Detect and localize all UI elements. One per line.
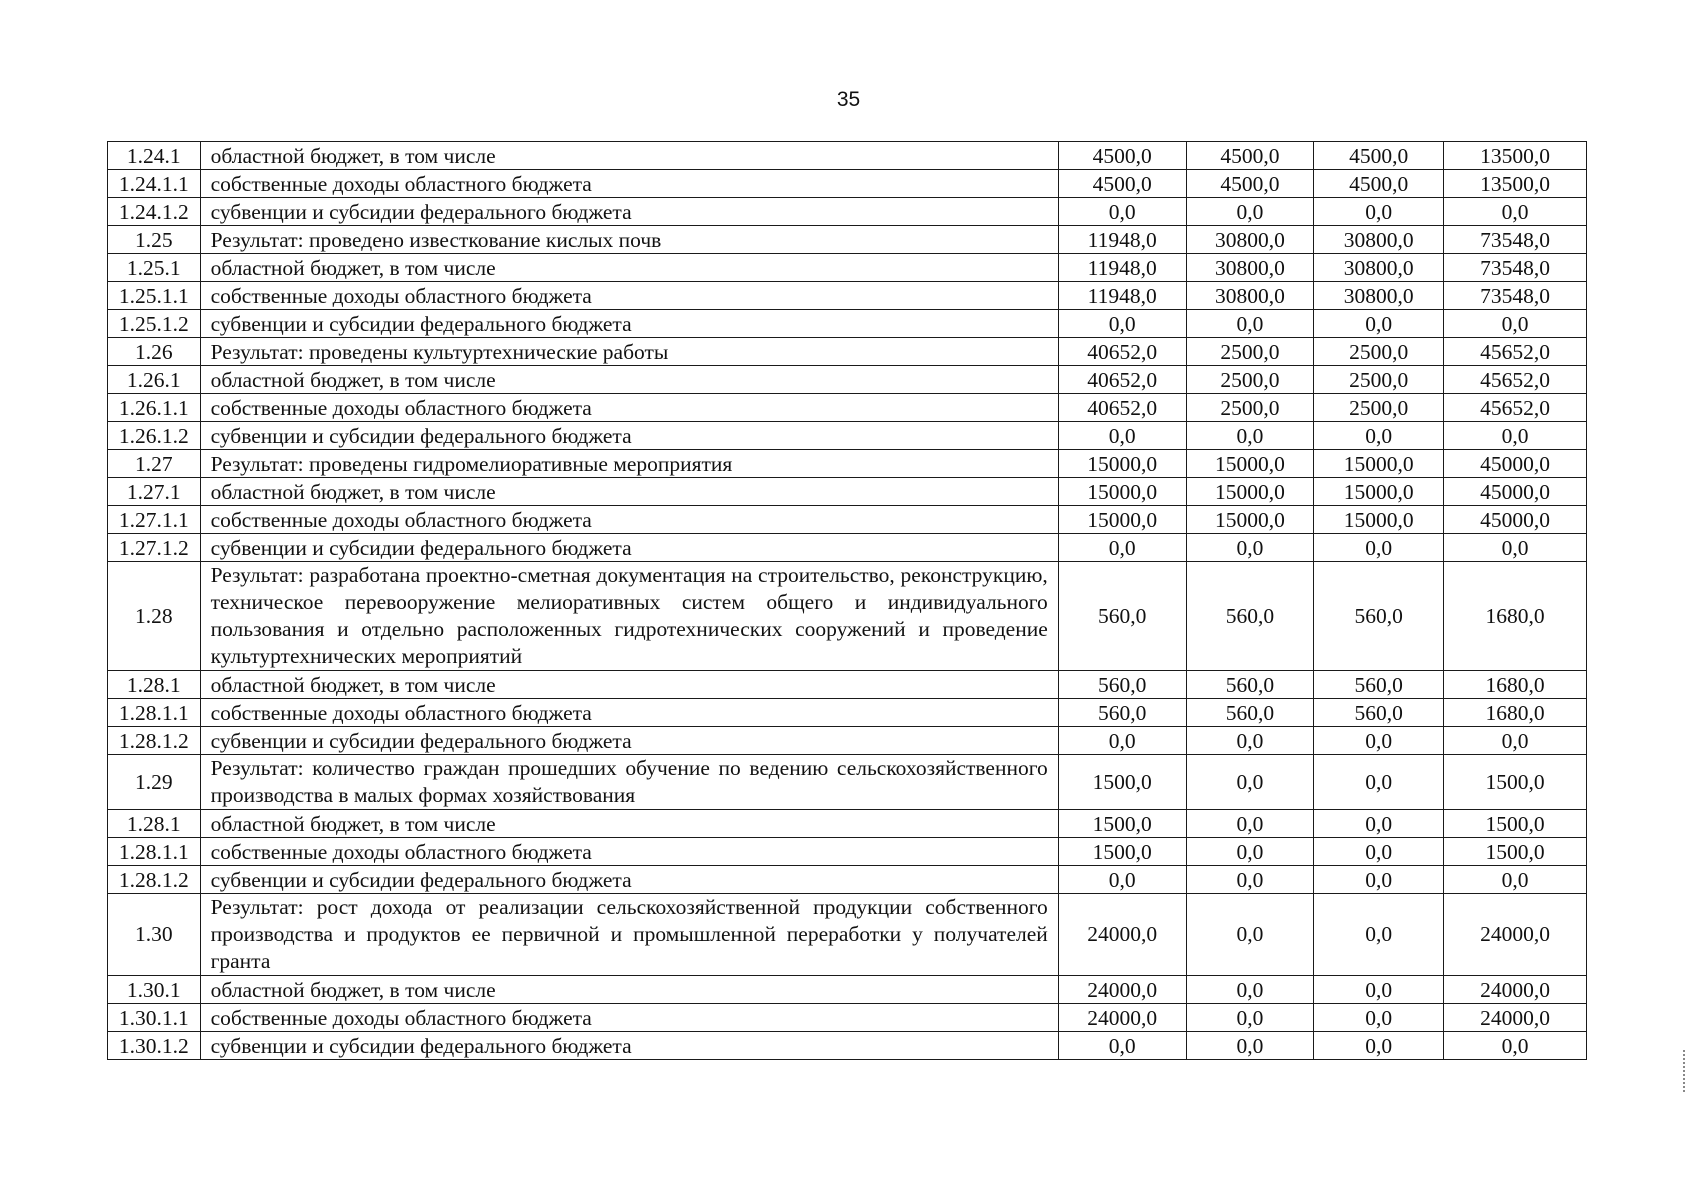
table-row	[108, 562, 1587, 671]
total-value-cell: 0,0	[1444, 310, 1587, 338]
row-name-cell: Результат: количество граждан прошедших обучение по ведению сельскохозяйственного производства в малых формах хозяйствования	[200, 755, 1058, 810]
total-value-cell: 0,0	[1444, 198, 1587, 226]
value-cell-1: 40652,0	[1058, 366, 1186, 394]
total-value-cell: 45652,0	[1444, 366, 1587, 394]
value-cell-2: 0,0	[1186, 727, 1314, 755]
value-cell-1: 1500,0	[1058, 810, 1186, 838]
value-cell-3: 30800,0	[1314, 226, 1444, 254]
table-row	[108, 282, 1587, 310]
value-cell-3: 0,0	[1314, 534, 1444, 562]
row-number-cell: 1.28.1.1	[108, 838, 201, 866]
row-number-cell: 1.28.1.1	[108, 699, 201, 727]
row-number-cell: 1.25.1.2	[108, 310, 201, 338]
value-cell-3: 560,0	[1314, 562, 1444, 671]
budget-table	[107, 141, 1587, 1060]
table-row	[108, 394, 1587, 422]
row-name-cell: субвенции и субсидии федерального бюджета	[200, 866, 1058, 894]
page-number: 35	[836, 88, 861, 111]
value-cell-3: 4500,0	[1314, 142, 1444, 170]
value-cell-1: 40652,0	[1058, 394, 1186, 422]
total-value-cell: 73548,0	[1444, 254, 1587, 282]
value-cell-2: 15000,0	[1186, 478, 1314, 506]
table-row	[108, 170, 1587, 198]
total-value-cell: 73548,0	[1444, 226, 1587, 254]
value-cell-3: 30800,0	[1314, 254, 1444, 282]
value-cell-2: 30800,0	[1186, 254, 1314, 282]
value-cell-2: 4500,0	[1186, 170, 1314, 198]
value-cell-2: 4500,0	[1186, 142, 1314, 170]
value-cell-2: 15000,0	[1186, 450, 1314, 478]
value-cell-3: 0,0	[1314, 310, 1444, 338]
total-value-cell: 1680,0	[1444, 562, 1587, 671]
value-cell-3: 0,0	[1314, 755, 1444, 810]
value-cell-3: 0,0	[1314, 198, 1444, 226]
total-value-cell: 45000,0	[1444, 450, 1587, 478]
value-cell-2: 560,0	[1186, 562, 1314, 671]
value-cell-1: 0,0	[1058, 198, 1186, 226]
total-value-cell: 45652,0	[1444, 338, 1587, 366]
total-value-cell: 13500,0	[1444, 142, 1587, 170]
row-name-cell: областной бюджет, в том числе	[200, 366, 1058, 394]
value-cell-2: 0,0	[1186, 310, 1314, 338]
table-row	[108, 450, 1587, 478]
row-name-cell: собственные доходы областного бюджета	[200, 699, 1058, 727]
row-name-cell: Результат: проведены гидромелиоративные мероприятия	[200, 450, 1058, 478]
row-number-cell: 1.30.1.2	[108, 1032, 201, 1060]
value-cell-3: 0,0	[1314, 422, 1444, 450]
row-name-cell: субвенции и субсидии федерального бюджета	[200, 198, 1058, 226]
table-row	[108, 422, 1587, 450]
value-cell-2: 560,0	[1186, 671, 1314, 699]
value-cell-1: 560,0	[1058, 671, 1186, 699]
value-cell-3: 0,0	[1314, 727, 1444, 755]
row-name-cell: субвенции и субсидии федерального бюджета	[200, 1032, 1058, 1060]
row-number-cell: 1.27.1	[108, 478, 201, 506]
total-value-cell: 45000,0	[1444, 506, 1587, 534]
row-number-cell: 1.26.1.2	[108, 422, 201, 450]
total-value-cell: 1680,0	[1444, 671, 1587, 699]
row-number-cell: 1.26	[108, 338, 201, 366]
value-cell-1: 15000,0	[1058, 506, 1186, 534]
value-cell-1: 40652,0	[1058, 338, 1186, 366]
row-name-cell: субвенции и субсидии федерального бюджета	[200, 534, 1058, 562]
total-value-cell: 73548,0	[1444, 282, 1587, 310]
value-cell-2: 0,0	[1186, 534, 1314, 562]
table-row	[108, 810, 1587, 838]
row-name-cell: областной бюджет, в том числе	[200, 976, 1058, 1004]
total-value-cell: 13500,0	[1444, 170, 1587, 198]
value-cell-3: 0,0	[1314, 866, 1444, 894]
value-cell-2: 0,0	[1186, 1032, 1314, 1060]
value-cell-1: 0,0	[1058, 310, 1186, 338]
value-cell-1: 24000,0	[1058, 1004, 1186, 1032]
value-cell-1: 11948,0	[1058, 282, 1186, 310]
value-cell-3: 30800,0	[1314, 282, 1444, 310]
value-cell-1: 24000,0	[1058, 976, 1186, 1004]
table-row	[108, 254, 1587, 282]
value-cell-2: 2500,0	[1186, 394, 1314, 422]
table-row	[108, 198, 1587, 226]
table-row	[108, 478, 1587, 506]
row-name-cell: субвенции и субсидии федерального бюджета	[200, 422, 1058, 450]
value-cell-2: 560,0	[1186, 699, 1314, 727]
value-cell-2: 0,0	[1186, 198, 1314, 226]
table-row	[108, 671, 1587, 699]
total-value-cell: 1500,0	[1444, 755, 1587, 810]
table-row	[108, 894, 1587, 976]
value-cell-1: 4500,0	[1058, 142, 1186, 170]
value-cell-1: 15000,0	[1058, 478, 1186, 506]
row-number-cell: 1.29	[108, 755, 201, 810]
table-row	[108, 727, 1587, 755]
value-cell-2: 0,0	[1186, 894, 1314, 976]
row-number-cell: 1.25	[108, 226, 201, 254]
table-row	[108, 699, 1587, 727]
row-number-cell: 1.28.1	[108, 810, 201, 838]
row-name-cell: собственные доходы областного бюджета	[200, 1004, 1058, 1032]
total-value-cell: 0,0	[1444, 866, 1587, 894]
value-cell-3: 2500,0	[1314, 338, 1444, 366]
value-cell-1: 15000,0	[1058, 450, 1186, 478]
value-cell-2: 30800,0	[1186, 226, 1314, 254]
value-cell-3: 0,0	[1314, 1004, 1444, 1032]
value-cell-3: 0,0	[1314, 838, 1444, 866]
row-name-cell: Результат: разработана проектно-сметная документация на строительство, реконструкцию, техническое перевооружение мелиоративных систем общего и индивидуального пользования и отдельно расположенных гидротехнических сооружений и проведение культуртехнических мероприятий	[200, 562, 1058, 671]
row-name-cell: собственные доходы областного бюджета	[200, 282, 1058, 310]
table-row	[108, 866, 1587, 894]
value-cell-1: 4500,0	[1058, 170, 1186, 198]
row-name-cell: областной бюджет, в том числе	[200, 671, 1058, 699]
row-name-cell: областной бюджет, в том числе	[200, 254, 1058, 282]
total-value-cell: 24000,0	[1444, 976, 1587, 1004]
value-cell-3: 0,0	[1314, 1032, 1444, 1060]
table-row	[108, 838, 1587, 866]
total-value-cell: 0,0	[1444, 422, 1587, 450]
total-value-cell: 1500,0	[1444, 810, 1587, 838]
row-number-cell: 1.27.1.2	[108, 534, 201, 562]
row-name-cell: Результат: проведено известкование кислых почв	[200, 226, 1058, 254]
row-name-cell: областной бюджет, в том числе	[200, 810, 1058, 838]
table-row	[108, 142, 1587, 170]
row-name-cell: областной бюджет, в том числе	[200, 478, 1058, 506]
value-cell-2: 0,0	[1186, 838, 1314, 866]
value-cell-3: 2500,0	[1314, 394, 1444, 422]
value-cell-1: 11948,0	[1058, 226, 1186, 254]
row-name-cell: субвенции и субсидии федерального бюджета	[200, 310, 1058, 338]
total-value-cell: 24000,0	[1444, 1004, 1587, 1032]
value-cell-2: 0,0	[1186, 422, 1314, 450]
value-cell-3: 560,0	[1314, 671, 1444, 699]
row-number-cell: 1.24.1.1	[108, 170, 201, 198]
table-row	[108, 1032, 1587, 1060]
row-name-cell: Результат: проведены культуртехнические работы	[200, 338, 1058, 366]
row-name-cell: собственные доходы областного бюджета	[200, 394, 1058, 422]
value-cell-2: 15000,0	[1186, 506, 1314, 534]
row-number-cell: 1.28.1.2	[108, 727, 201, 755]
row-number-cell: 1.26.1.1	[108, 394, 201, 422]
row-name-cell: собственные доходы областного бюджета	[200, 506, 1058, 534]
row-name-cell: собственные доходы областного бюджета	[200, 170, 1058, 198]
row-number-cell: 1.30.1	[108, 976, 201, 1004]
total-value-cell: 24000,0	[1444, 894, 1587, 976]
value-cell-3: 0,0	[1314, 894, 1444, 976]
value-cell-1: 560,0	[1058, 562, 1186, 671]
row-name-cell: областной бюджет, в том числе	[200, 142, 1058, 170]
row-number-cell: 1.27.1.1	[108, 506, 201, 534]
value-cell-1: 0,0	[1058, 422, 1186, 450]
value-cell-2: 0,0	[1186, 866, 1314, 894]
row-number-cell: 1.30.1.1	[108, 1004, 201, 1032]
table-row	[108, 366, 1587, 394]
total-value-cell: 45000,0	[1444, 478, 1587, 506]
table-row	[108, 506, 1587, 534]
value-cell-3: 15000,0	[1314, 506, 1444, 534]
value-cell-2: 0,0	[1186, 810, 1314, 838]
total-value-cell: 0,0	[1444, 1032, 1587, 1060]
value-cell-3: 560,0	[1314, 699, 1444, 727]
total-value-cell: 0,0	[1444, 534, 1587, 562]
value-cell-3: 2500,0	[1314, 366, 1444, 394]
row-number-cell: 1.30	[108, 894, 201, 976]
row-name-cell: Результат: рост дохода от реализации сельскохозяйственной продукции собственного производства и продуктов ее первичной и промышленной переработки у получателей гранта	[200, 894, 1058, 976]
value-cell-1: 560,0	[1058, 699, 1186, 727]
value-cell-3: 4500,0	[1314, 170, 1444, 198]
table-row	[108, 1004, 1587, 1032]
value-cell-1: 0,0	[1058, 727, 1186, 755]
row-name-cell: собственные доходы областного бюджета	[200, 838, 1058, 866]
row-number-cell: 1.25.1.1	[108, 282, 201, 310]
value-cell-2: 0,0	[1186, 1004, 1314, 1032]
row-number-cell: 1.25.1	[108, 254, 201, 282]
row-name-cell: субвенции и субсидии федерального бюджета	[200, 727, 1058, 755]
total-value-cell: 1500,0	[1444, 838, 1587, 866]
value-cell-1: 24000,0	[1058, 894, 1186, 976]
value-cell-1: 11948,0	[1058, 254, 1186, 282]
value-cell-2: 0,0	[1186, 755, 1314, 810]
row-number-cell: 1.24.1	[108, 142, 201, 170]
value-cell-2: 0,0	[1186, 976, 1314, 1004]
value-cell-1: 1500,0	[1058, 755, 1186, 810]
table-row	[108, 226, 1587, 254]
total-value-cell: 1680,0	[1444, 699, 1587, 727]
value-cell-1: 0,0	[1058, 866, 1186, 894]
total-value-cell: 0,0	[1444, 727, 1587, 755]
table-body	[108, 142, 1587, 1060]
table-row	[108, 755, 1587, 810]
margin-scan-marks	[1683, 1050, 1689, 1092]
row-number-cell: 1.24.1.2	[108, 198, 201, 226]
table-row	[108, 338, 1587, 366]
total-value-cell: 45652,0	[1444, 394, 1587, 422]
value-cell-2: 2500,0	[1186, 338, 1314, 366]
value-cell-1: 1500,0	[1058, 838, 1186, 866]
row-number-cell: 1.27	[108, 450, 201, 478]
row-number-cell: 1.26.1	[108, 366, 201, 394]
value-cell-1: 0,0	[1058, 1032, 1186, 1060]
value-cell-3: 0,0	[1314, 976, 1444, 1004]
value-cell-2: 2500,0	[1186, 366, 1314, 394]
value-cell-3: 0,0	[1314, 810, 1444, 838]
row-number-cell: 1.28.1	[108, 671, 201, 699]
table-row	[108, 534, 1587, 562]
value-cell-3: 15000,0	[1314, 478, 1444, 506]
value-cell-1: 0,0	[1058, 534, 1186, 562]
value-cell-2: 30800,0	[1186, 282, 1314, 310]
table-row	[108, 310, 1587, 338]
row-number-cell: 1.28.1.2	[108, 866, 201, 894]
table-row	[108, 976, 1587, 1004]
row-number-cell: 1.28	[108, 562, 201, 671]
value-cell-3: 15000,0	[1314, 450, 1444, 478]
